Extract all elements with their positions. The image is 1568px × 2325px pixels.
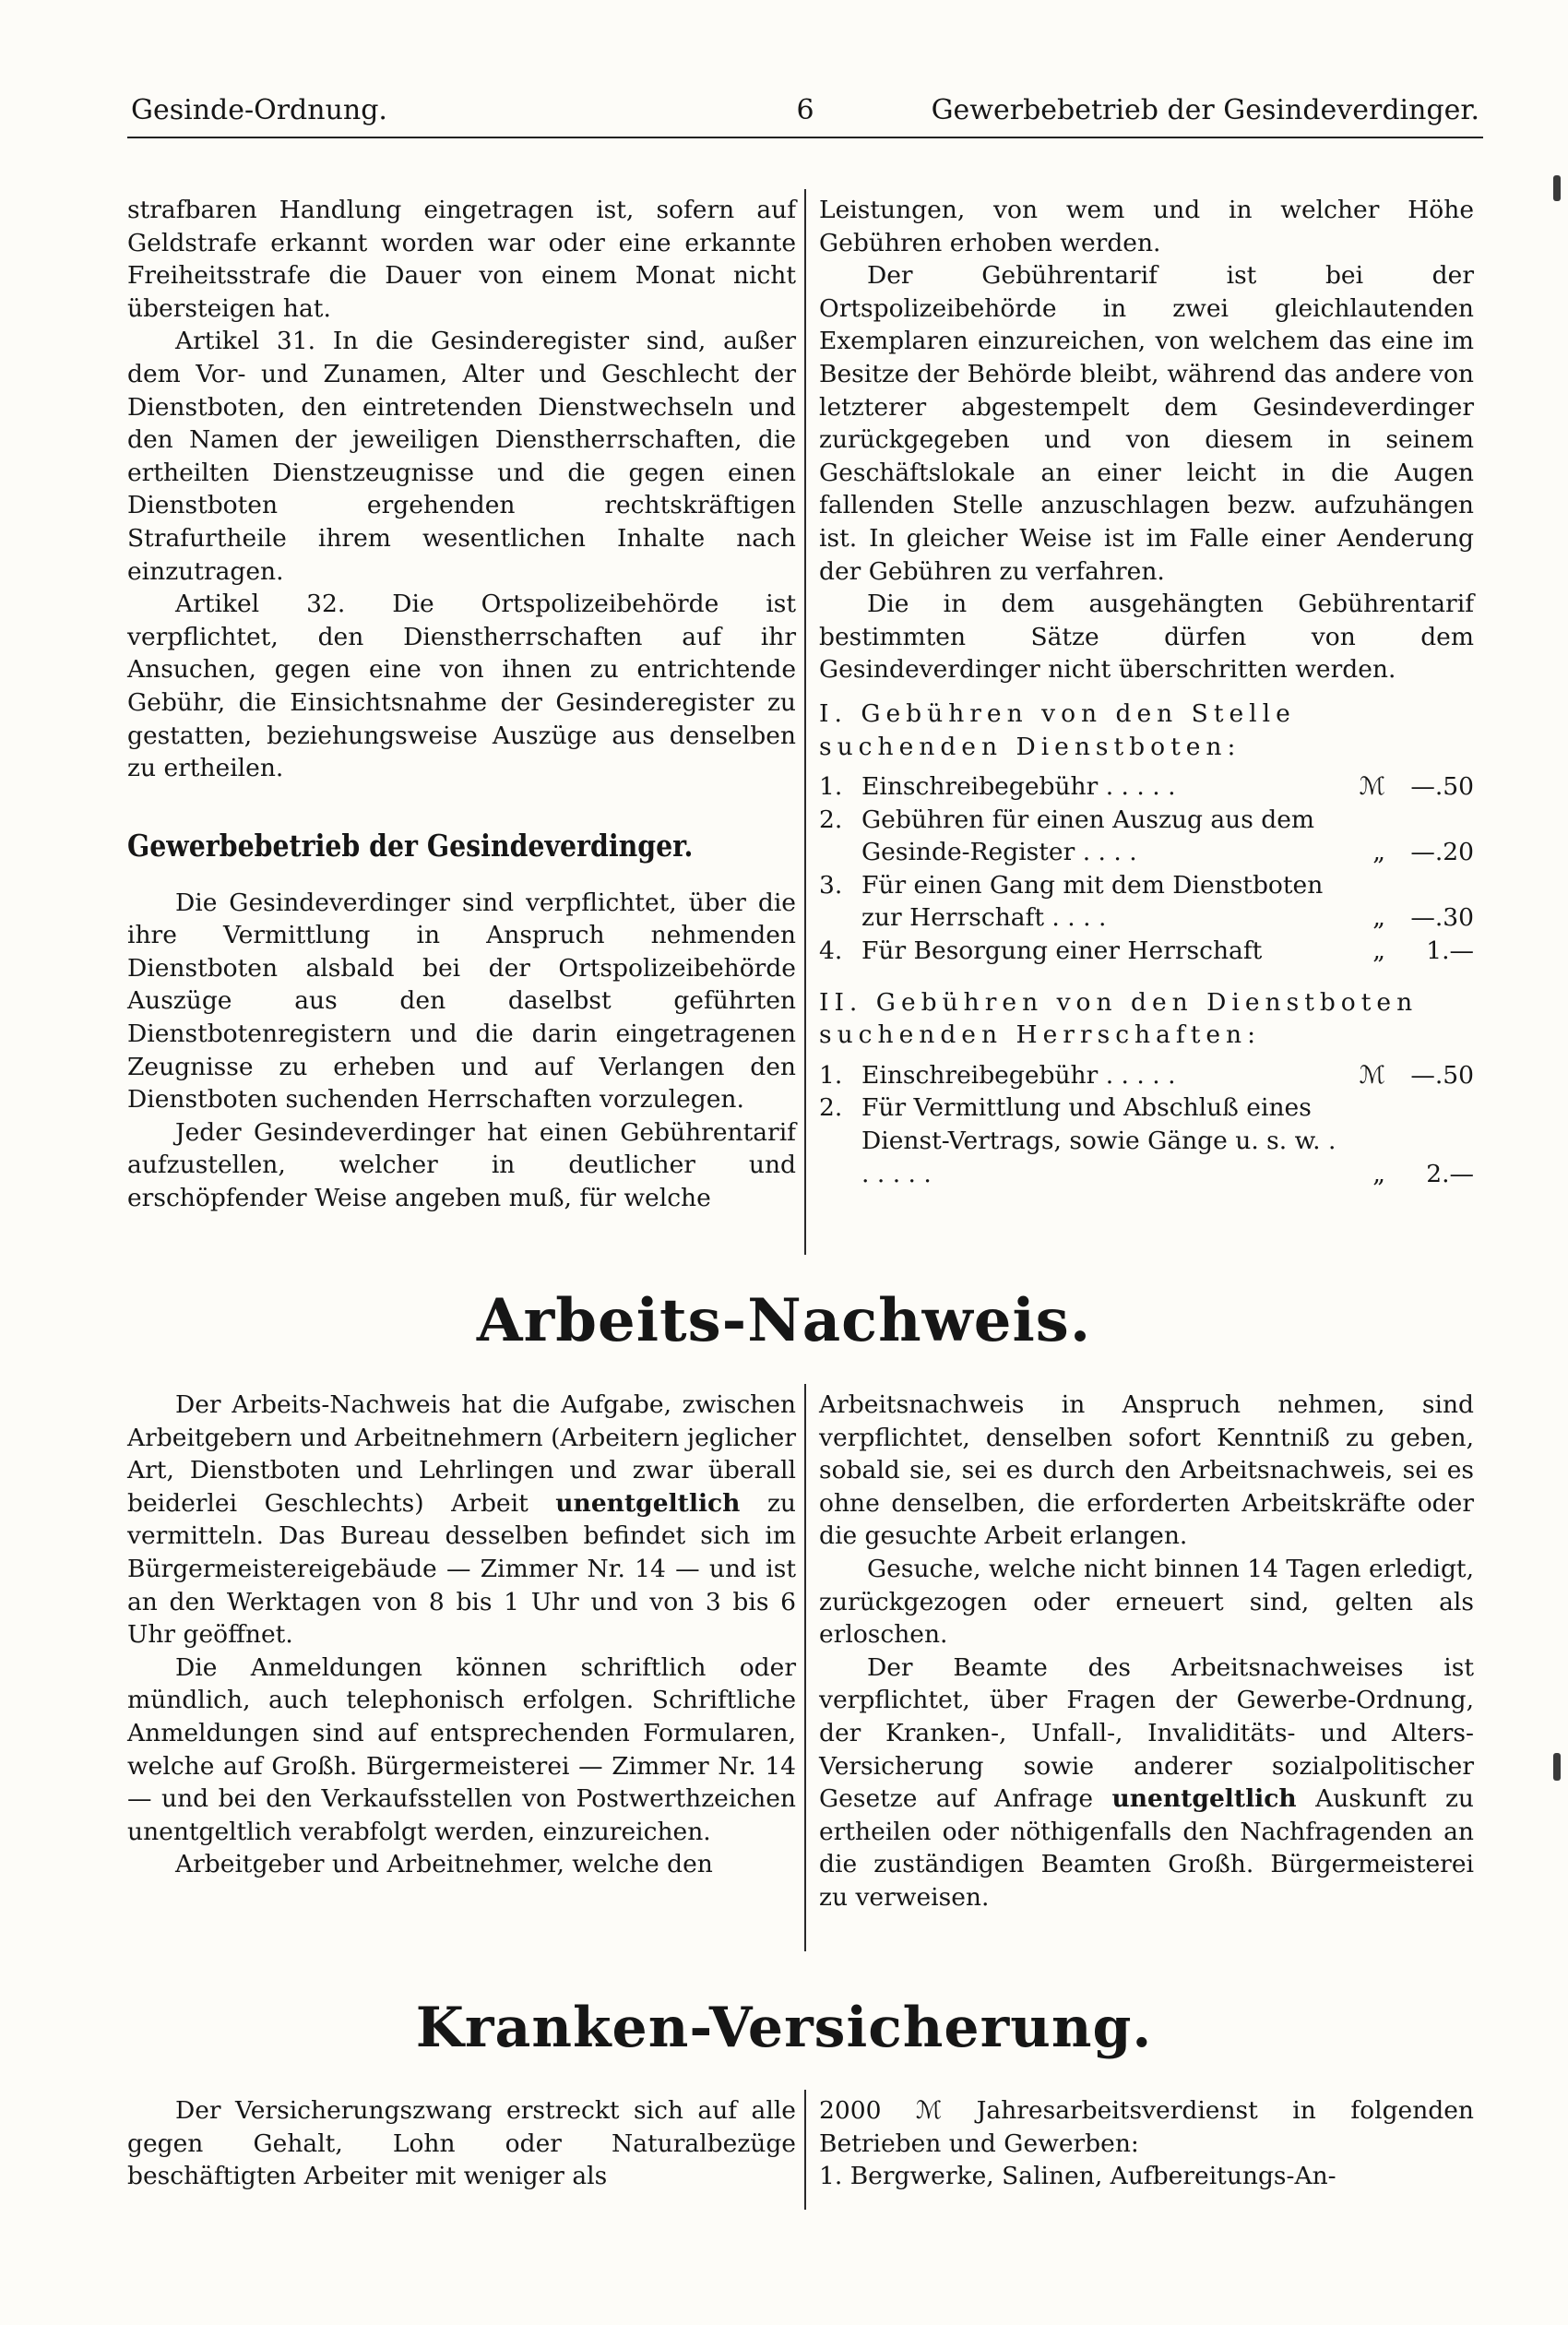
paragraph-article-32: Artikel 32. Die Ortspolizeibehörde ist verpflichtet, den Dienstherrschaften auf ihr Ansuchen, gegen eine von ihnen zu entrichtende Gebühr, die Einsichtsnahme der Gesinderegister zu gestatten, beziehungsweise Auszüge aus denselben zu ertheilen. — [127, 590, 796, 783]
fee-desc: Für einen Gang mit dem Dienstboten zur Herrschaft . . . . — [861, 870, 1324, 933]
fee-amount: —.30 — [1410, 903, 1474, 933]
emphasis-unentgeltlich: unentgeltlich — [1111, 1784, 1297, 1814]
fee-unit: „ — [1372, 936, 1385, 966]
paragraph: Jeder Gesindeverdinger hat einen Gebührentarif aufzustellen, welcher in deutlicher und erschöpfender Weise angeben muß, für welche — [127, 1117, 796, 1213]
paragraph — [819, 1553, 1474, 1651]
fee-desc: Einschreibegebühr . . . . . — [861, 1060, 1176, 1090]
text-run: Der Arbeits-Nachweis hat die Aufgabe, zwischen Arbeitgebern und Arbeitnehmern (Arbeitern jeglicher Art, Dienstboten und Lehrlingen und zwar überall beiderlei Geschlechts) Arbeit — [127, 1390, 796, 1518]
section1-right-column — [819, 194, 1474, 1190]
fee-table-1 — [819, 770, 1474, 968]
fee-num: 4. — [819, 936, 843, 966]
fee-unit: „ — [1372, 838, 1385, 867]
paragraph — [127, 1848, 796, 1881]
column-divider-3 — [804, 2090, 806, 2210]
section2-left-column — [127, 1389, 796, 1881]
fee-unit: „ — [1372, 1159, 1385, 1188]
text-run: zu vermitteln. Das Bureau desselben befindet sich im Bürgermeistereigebäude — Zimmer Nr. 14 — und ist an den Werktagen von 8 bis 1 Uhr und von 3 bis 6 Uhr geöffnet. — [127, 1488, 796, 1650]
fee-num: 2. — [819, 1093, 843, 1123]
section3-left-column — [127, 2094, 796, 2193]
text-run: Arbeitsnachweis in Anspruch nehmen, sind verpflichtet, denselben sofort Kenntniß zu geben, sobald sie, sei es durch den Arbeitsnachweis, sei es ohne denselben, die erforderten Arbeitskräfte oder die gesuchte Arbeit erlangen. — [819, 1390, 1474, 1551]
paragraph — [127, 1389, 796, 1651]
fee-num: 1. — [819, 1060, 843, 1090]
paragraph: Die in dem ausgehängten Gebührentarif bestimmten Sätze dürfen von dem Gesindeverdinger nicht überschritten werden. — [819, 590, 1474, 685]
paragraph: 2000 ℳ Jahresarbeitsverdienst in folgenden Betrieben und Gewerben: — [819, 2096, 1474, 2158]
fee-unit: ℳ — [1359, 772, 1385, 802]
paragraph: Der Versicherungszwang erstreckt sich auf alle gegen Gehalt, Lohn oder Naturalbezüge beschäftigten Arbeiter mit weniger als — [127, 2096, 796, 2191]
running-header — [127, 92, 1483, 138]
paragraph: Die Gesindeverdinger sind verpflichtet, über die ihre Vermittlung in Anspruch nehmenden Dienstboten alsbald bei der Ortspolizeibehörde Auszüge aus den daselbst geführten Dienstbotenregistern und die darin eingetragenen Zeugnisse zu erheben und auf Verlangen den Dienstboten suchenden Herrschaften vorzulegen. — [127, 888, 796, 1115]
paragraph-article-31: Artikel 31. In die Gesinderegister sind, außer dem Vor- und Zunamen, Alter und Geschlecht der Dienstboten, den eintretenden Dienstwechseln und den Namen der jeweiligen Dienstherrschaften, die ertheilten Dienstzeugnisse und die gegen einen Dienstboten ergehenden rechtskräftigen Strafurtheile ihrem wesentlichen Inhalte nach einzutragen. — [127, 327, 796, 586]
text-run: Auskunft zu ertheilen oder nöthigenfalls den Nachfragenden an die zuständigen Beamten Großh. Bürgermeisterei zu verweisen. — [819, 1784, 1474, 1912]
paragraph: Der Gebührentarif ist bei der Ortspolizeibehörde in zwei gleichlautenden Exemplaren einzureichen, von welchem das eine im Besitze der Behörde bleibt, während das andere von letzterer abgestempelt dem Gesindeverdinger zurückgegeben und von diesem in seinem Geschäftslokale an einer leicht in die Augen fallenden Stelle anzuschlagen bezw. aufzuhängen ist. In gleicher Weise ist im Falle einer Aenderung der Gebühren zu verfahren. — [819, 261, 1474, 586]
paragraph: strafbaren Handlung eingetragen ist, sofern auf Geldstrafe erkannt worden war oder eine erkannte Freiheitsstrafe die Dauer von einem Monat nicht übersteigen hat. — [127, 196, 796, 323]
fee-num: 2. — [819, 805, 843, 834]
paragraph — [819, 1651, 1474, 1914]
fee-desc: Für Vermittlung und Abschluß eines Dienst-Vertrags, sowie Gänge u. s. w. . . . . . . — [861, 1093, 1336, 1188]
fee-amount: 2.— — [1426, 1159, 1474, 1188]
list-item: 1. Bergwerke, Salinen, Aufbereitungs-An- — [819, 2162, 1336, 2191]
scan-edge-mark — [1553, 1753, 1561, 1781]
column-divider-2 — [804, 1384, 806, 1951]
emphasis-unentgeltlich: unentgeltlich — [555, 1488, 741, 1518]
text-run: Der Beamte des Arbeitsnachweises ist verpflichtet, über Fragen der Gewerbe-Ordnung, der Kranken-, Unfall-, Invaliditäts- und Alters- Versicherung sowie anderer sozialpolitischer Gesetze auf Anfrage — [819, 1652, 1474, 1814]
heading-kranken-versicherung: Kranken-Versicherung. — [415, 1996, 1153, 2060]
text-run: Die Anmeldungen können schriftlich oder mündlich, auch telephonisch erfolgen. Schriftliche Anmeldungen sind auf entsprechenden Formularen, welche auf Großh. Bürgermeisterei — Zimmer Nr. 14 — und bei den Verkaufsstellen von Postwerthzeichen unentgeltlich verabfolgt werden, einzureichen. — [127, 1652, 796, 1846]
fee-desc: Einschreibegebühr . . . . . — [861, 772, 1176, 802]
fee-amount: —.50 — [1410, 772, 1474, 802]
fee-table-2 — [819, 1059, 1474, 1190]
fee-amount: —.20 — [1410, 838, 1474, 867]
fee-table-2-title-2: suchenden Herrschaften: — [819, 1020, 1262, 1050]
paragraph — [127, 1651, 796, 1849]
fee-unit: ℳ — [1359, 1060, 1385, 1090]
heading-arbeits-nachweis: Arbeits-Nachweis. — [476, 1286, 1092, 1355]
text-run: Arbeitgeber und Arbeitnehmer, welche den — [175, 1850, 713, 1879]
fee-desc: Für Besorgung einer Herrschaft — [861, 936, 1263, 966]
fee-num: 3. — [819, 870, 843, 900]
section1-left-column — [127, 194, 796, 1215]
scan-edge-mark — [1553, 175, 1561, 201]
header-right: Gewerbebetrieb der Gesindeverdinger. — [931, 94, 1479, 126]
paragraph — [819, 1389, 1474, 1553]
paragraph: Leistungen, von wem und in welcher Höhe Gebühren erhoben werden. — [819, 196, 1474, 257]
text-run: Gesuche, welche nicht binnen 14 Tagen erledigt, zurückgezogen oder erneuert sind, gelten als erloschen. — [819, 1554, 1474, 1650]
page-number: 6 — [796, 94, 814, 126]
section2-right-column — [819, 1389, 1474, 1914]
fee-table-1-title-2: suchenden Dienstboten: — [819, 732, 1241, 761]
fee-table-1-title: I. Gebühren von den Stelle — [819, 698, 1296, 728]
header-left: Gesinde-Ordnung. — [131, 94, 387, 126]
section3-right-column — [819, 2094, 1474, 2193]
fee-amount: 1.— — [1426, 936, 1474, 966]
fee-table-2-title: II. Gebühren von den Dienstboten — [819, 987, 1419, 1017]
fee-unit: „ — [1372, 903, 1385, 933]
column-divider-1 — [804, 189, 806, 1255]
fee-amount: —.50 — [1410, 1060, 1474, 1090]
fee-desc: Gebühren für einen Auszug aus dem Gesinde-Register . . . . — [861, 805, 1315, 867]
fee-num: 1. — [819, 772, 843, 802]
subheading-gesindeverdinger: Gewerbebetrieb der Gesindeverdinger. — [127, 827, 694, 864]
